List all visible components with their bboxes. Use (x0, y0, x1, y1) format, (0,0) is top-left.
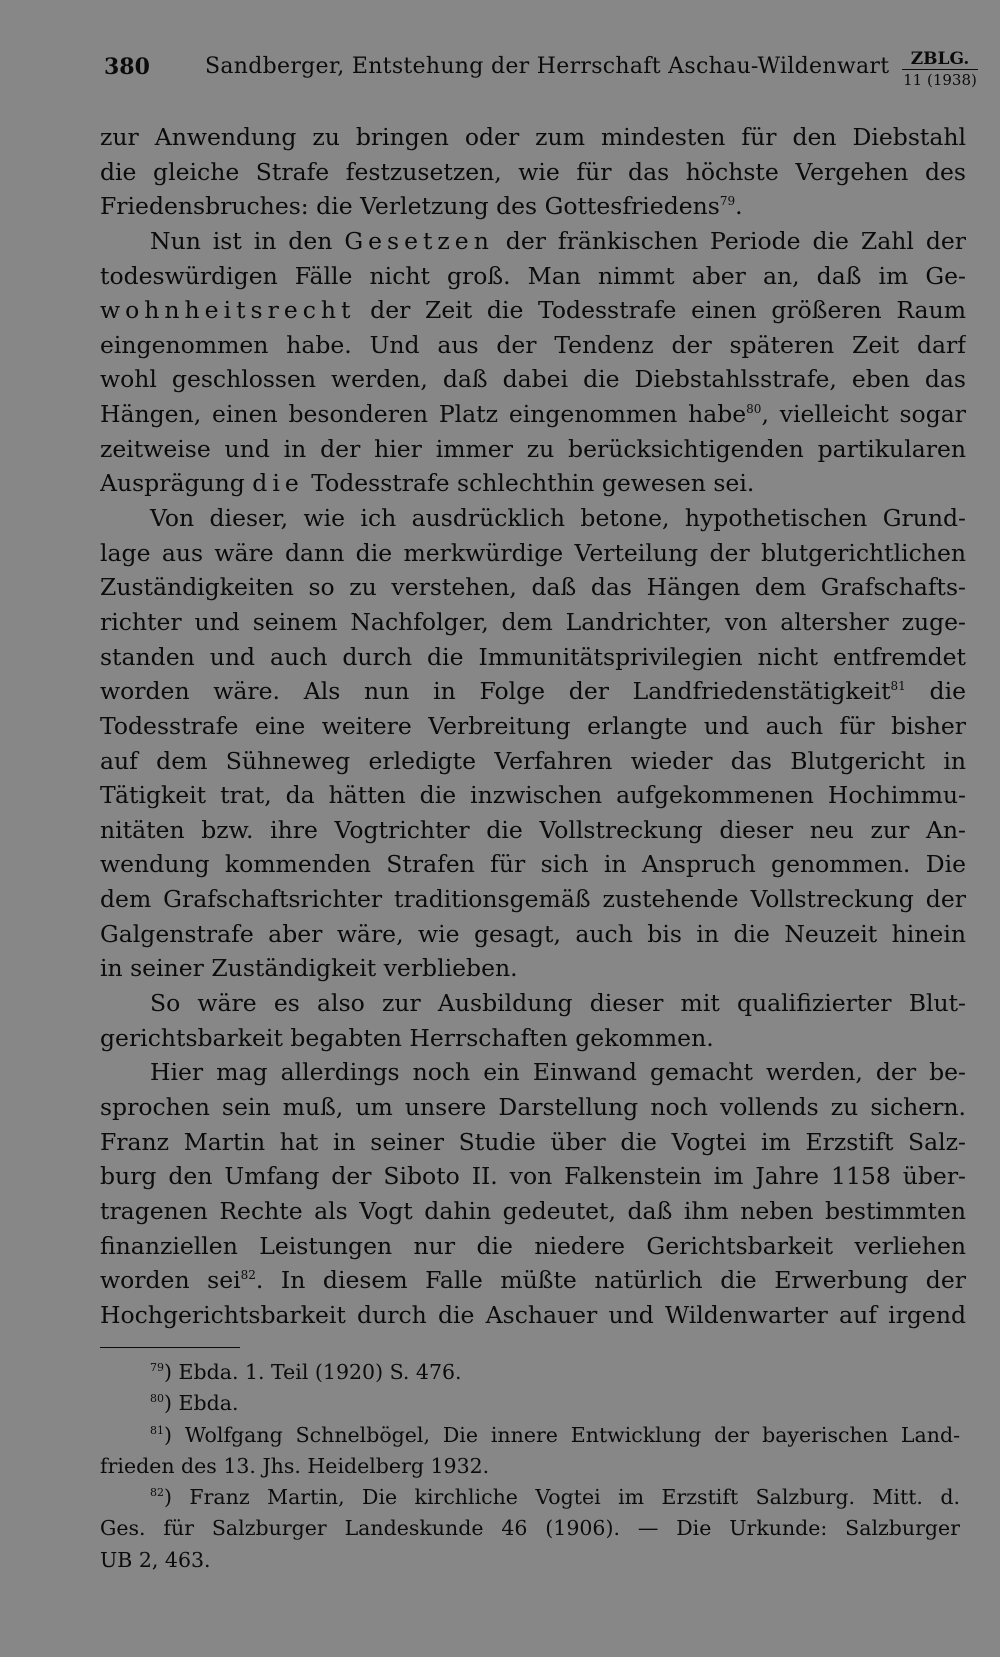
text-line: Hochgerichtsbarkeit durch die Aschauer und Wildenwarter auf irgend (100, 1300, 966, 1329)
running-title: Sandberger, Entstehung der Herrschaft Aschau-Wildenwart (205, 54, 890, 79)
text-line: eingenommen habe. Und aus der Tendenz der späteren Zeit darf (100, 330, 966, 359)
text-line: zur Anwendung zu bringen oder zum mindesten für den Diebstahl (100, 123, 966, 151)
text-line: standen und auch durch die Immunitätsprivilegien nicht entfremdet (100, 642, 966, 671)
text-line: Friedensbruches: die Verletzung des Gottesfriedens$^{79}$. (100, 192, 743, 221)
page-number: 380 (104, 54, 150, 80)
text-line: sprochen sein muß, um unsere Darstellung noch vollends zu sichern. (100, 1092, 966, 1121)
text-line: Galgenstrafe aber wäre, wie gesagt, auch bis in die Neuzeit hinein (100, 919, 966, 948)
text-line: todeswürdigen Fälle nicht groß. Man nimmt aber an, daß im Ge- (100, 261, 966, 290)
text-line: gerichtsbarkeit begabten Herrschaften gekommen. (100, 1023, 714, 1052)
journal-volume: 11 (1938) (903, 71, 977, 89)
footnote-ref: 80 (746, 402, 762, 417)
footnote-mark: 82 (150, 1486, 164, 1500)
journal-abbreviation: ZBLG. (902, 50, 978, 70)
spaced-emphasis: wohnheitsrecht (100, 296, 356, 325)
text-line: Nun ist in den Gesetzen der fränkischen Periode die Zahl der (150, 226, 966, 255)
footnote-mark: 80 (150, 1392, 164, 1406)
spaced-emphasis: Gesetzen (344, 226, 494, 255)
journal-reference (902, 50, 978, 89)
text-line: Ausprägung die Todesstrafe schlechthin gewesen sei. (100, 469, 755, 498)
text-line: wendung kommenden Strafen für sich in Anspruch genommen. Die (100, 850, 966, 879)
text-line: Hier mag allerdings noch ein Einwand gemacht werden, der be- (150, 1058, 966, 1087)
footnote: $^{79}$) Ebda. 1. Teil (1920) S. 476. (150, 1360, 462, 1384)
footnote-ref: 82 (240, 1268, 256, 1283)
text-line: So wäre es also zur Ausbildung dieser mit qualifizierter Blut- (150, 989, 966, 1018)
footnote-ref: 81 (890, 679, 906, 694)
text-line: lage aus wäre dann die merkwürdige Verteilung der blutgerichtlichen (100, 538, 966, 567)
footnote: $^{81}$) Wolfgang Schnelbögel, Die innere Entwicklung der bayerischen Land- (150, 1422, 960, 1447)
text-line: burg den Umfang der Siboto II. von Falkenstein im Jahre 1158 über- (100, 1162, 966, 1191)
text-line: zeitweise und in der hier immer zu berücksichtigenden partikularen (100, 434, 966, 463)
footnote: $^{82}$) Franz Martin, Die kirchliche Vogtei im Erzstift Salzburg. Mitt. d. (150, 1485, 960, 1510)
text-line: richter und seinem Nachfolger, dem Landrichter, von altersher zuge- (100, 607, 966, 636)
text-line: auf dem Sühneweg erledigte Verfahren wieder das Blutgericht in (100, 746, 966, 775)
text-line: worden wäre. Als nun in Folge der Landfriedenstätigkeit$^{81}$ die (100, 677, 966, 706)
text-line: nitäten bzw. ihre Vogtrichter die Vollstreckung dieser neu zur An- (100, 815, 966, 844)
spaced-emphasis: die (252, 469, 304, 498)
text-line: Hängen, einen besonderen Platz eingenommen habe$^{80}$, vielleicht sogar (100, 400, 966, 429)
text-line: Tätigkeit trat, da hätten die inzwischen aufgekommenen Hochimmu- (100, 781, 966, 810)
footnote: $^{80}$) Ebda. (150, 1391, 239, 1416)
footnote-mark: 81 (150, 1423, 164, 1437)
footnote-continuation: UB 2, 463. (100, 1547, 211, 1572)
text-line: tragenen Rechte als Vogt dahin gedeutet, daß ihm neben bestimmten (100, 1196, 966, 1225)
footnotes (100, 1357, 960, 1576)
footnote-mark: 79 (150, 1361, 164, 1374)
text-line: Todesstrafe eine weitere Verbreitung erlangte und auch für bisher (100, 711, 966, 740)
text-line: die gleiche Strafe festzusetzen, wie für das höchste Vergehen des (100, 157, 966, 186)
footnote-ref: 79 (719, 194, 736, 209)
footnote-continuation: frieden des 13. Jhs. Heidelberg 1932. (100, 1453, 490, 1478)
text-line: dem Grafschaftsrichter traditionsgemäß zustehende Vollstreckung der (100, 885, 966, 914)
body-text (100, 120, 966, 1332)
text-line: finanziellen Leistungen nur die niedere Gerichtsbarkeit verliehen (100, 1231, 966, 1260)
text-line: wohl geschlossen werden, daß dabei die Diebstahlsstrafe, eben das (100, 365, 966, 394)
text-line: worden sei$^{82}$. In diesem Falle müßte natürlich die Erwerbung der (100, 1266, 966, 1295)
text-line: Franz Martin hat in seiner Studie über die Vogtei im Erzstift Salz- (100, 1127, 966, 1156)
text-line: Zuständigkeiten so zu verstehen, daß das Hängen dem Grafschafts- (100, 573, 966, 602)
footnote-continuation: Ges. für Salzburger Landeskunde 46 (1906). — Die Urkunde: Salzburger (100, 1516, 960, 1541)
footnote-rule (100, 1347, 240, 1348)
text-line: in seiner Zuständigkeit verblieben. (100, 954, 518, 983)
text-line: wohnheitsrecht der Zeit die Todesstrafe einen größeren Raum (100, 296, 966, 325)
text-line: Von dieser, wie ich ausdrücklich betone, hypothetischen Grund- (150, 504, 966, 533)
running-header (100, 50, 978, 90)
